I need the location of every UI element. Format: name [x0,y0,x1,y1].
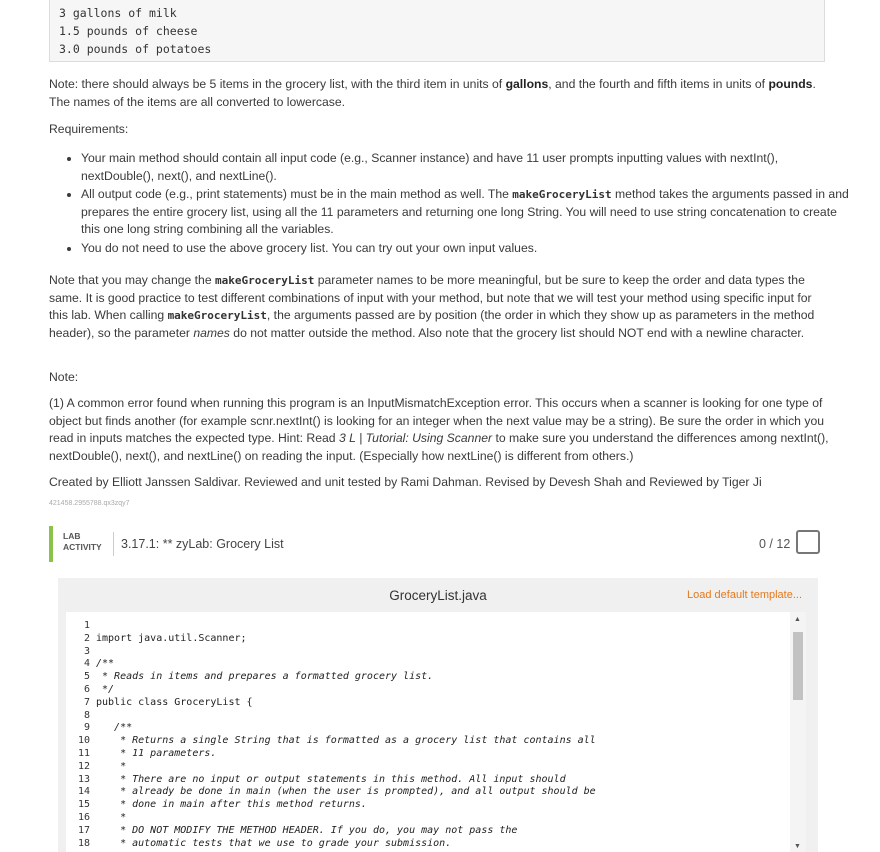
load-default-template-link[interactable]: Load default template... [687,589,802,601]
line-number: 3 [83,645,90,657]
code-line[interactable] [96,646,596,659]
line-number: 16 [77,811,90,823]
code-line[interactable]: */ [96,683,115,695]
requirement-item: • Your main method should contain all input code (e.g., Scanner instance) and have 11 user prompts inputting values with nextInt(), nextDouble(), next(), and nextLine(). [81,150,851,185]
line-number: 5 [83,671,90,683]
scrollbar-thumb[interactable] [793,632,803,700]
output-line: 1.5 pounds of cheese [59,24,198,38]
line-number: 8 [83,709,90,721]
line-number: 6 [83,683,90,695]
requirement-item: • You do not need to use the above grocery list. You can try out your own input values. [81,240,851,258]
scroll-down-icon[interactable]: ▼ [794,843,801,850]
lab-activity-header [49,526,825,562]
line-number: 14 [77,786,90,798]
code-line[interactable]: /** [96,658,115,670]
code-line[interactable]: * [96,760,127,772]
tracking-id: 421458.2955788.qx3zqy7 [49,500,130,507]
code-line[interactable]: * already be done in main (when the user is prompted), and all output should be [96,786,596,798]
output-line: 3 gallons of milk [59,6,177,20]
note-items: Note: there should always be 5 items in the grocery list, with the third item in units of gallons, and the fourth and fifth items in units of pounds. The names of the items are all converted to lowercase. [49,77,816,109]
line-number: 9 [83,722,90,734]
code-line[interactable]: * done in main after this method returns. [96,799,367,811]
code-line[interactable] [96,620,596,633]
code-line[interactable]: * [96,811,127,823]
line-number: 15 [77,799,90,811]
code-line[interactable]: import java.util.Scanner; [96,632,247,644]
line-number: 10 [77,735,90,747]
requirements-label: Requirements: [49,122,129,136]
code-area[interactable] [66,612,806,852]
lab-title: 3.17.1: ** zyLab: Grocery List [121,537,284,551]
code-line[interactable]: * Reads in items and prepares a formatted grocery list. [96,671,434,683]
line-number: 7 [83,696,90,708]
code-line[interactable]: * DO NOT MODIFY THE METHOD HEADER. If you do, you may not pass the [96,824,518,836]
divider [113,532,114,556]
code-line[interactable]: * Returns a single String that is formatted as a grocery list that contains all [96,735,596,747]
line-number: 12 [77,760,90,772]
output-line: 3.0 pounds of potatoes [59,42,212,56]
lab-tag: LAB ACTIVITY [63,531,102,552]
requirement-item: • All output code (e.g., print statements) must be in the main method as well. The makeGroceryList method takes the arguments passed in and prepares the entire grocery list, using all the 11 parameters and returning one long String. You will need to use string concatenation to create this one long string combining all the variables. [81,186,851,239]
line-number: 17 [77,824,90,836]
line-number: 1 [83,620,90,631]
line-number: 11 [77,747,90,759]
code-line[interactable]: * 11 parameters. [96,747,217,759]
code-line[interactable]: public class GroceryList { [96,696,253,708]
completion-box-icon [796,530,820,554]
code-line[interactable]: /** [96,722,133,734]
code-editor-panel [58,578,818,852]
code-line[interactable] [96,710,596,723]
note-parameters: Note that you may change the makeGroceryList parameter names to be more meaningful, but be sure to keep the order and data types the same. It is good practice to test different combinations of input with your method, but note that we will test your method using specific input for this lab. When calling makeGroceryList, the arguments passed are by position (the order in which they show up as parameters in the method header), so the parameter names do not matter outside the method. Also note that the grocery list should NOT end with a newline character. [49,273,815,340]
note-label: Note: [49,370,79,384]
line-number: 18 [77,837,90,849]
editor-scrollbar[interactable] [790,612,806,852]
lab-score: 0 / 12 [759,537,791,551]
line-number-gutter [66,620,90,850]
note-error: (1) A common error found when running this program is an InputMismatchException error. This occurs when a scanner is looking for one type of object but finds another (for example scnr.nextInt() is looking for an integer when the next value may be a string). Be sure the order in which you read in inputs matches the expected type. Hint: Read 3 L | Tutorial: Using Scanner to make sure you understand the differences among nextInt(), nextDouble(), next(), and nextLine() on reading the input. (Especially how nextLine() is different from others.) [49,396,829,463]
code-line[interactable]: * automatic tests that we use to grade your submission. [96,837,452,849]
scroll-up-icon[interactable]: ▲ [794,616,801,623]
line-number: 4 [83,658,90,670]
editor-filename: GroceryList.java [389,588,487,603]
sample-output-box [49,0,825,62]
line-number: 2 [83,632,90,644]
code-lines[interactable] [96,620,596,850]
credits: Created by Elliott Janssen Saldivar. Reviewed and unit tested by Rami Dahman. Revised by Devesh Shah and Reviewed by Tiger Ji [49,475,762,489]
requirements-list [49,150,851,258]
line-number: 13 [77,773,90,785]
code-line[interactable]: * There are no input or output statements in this method. All input should [96,773,566,785]
